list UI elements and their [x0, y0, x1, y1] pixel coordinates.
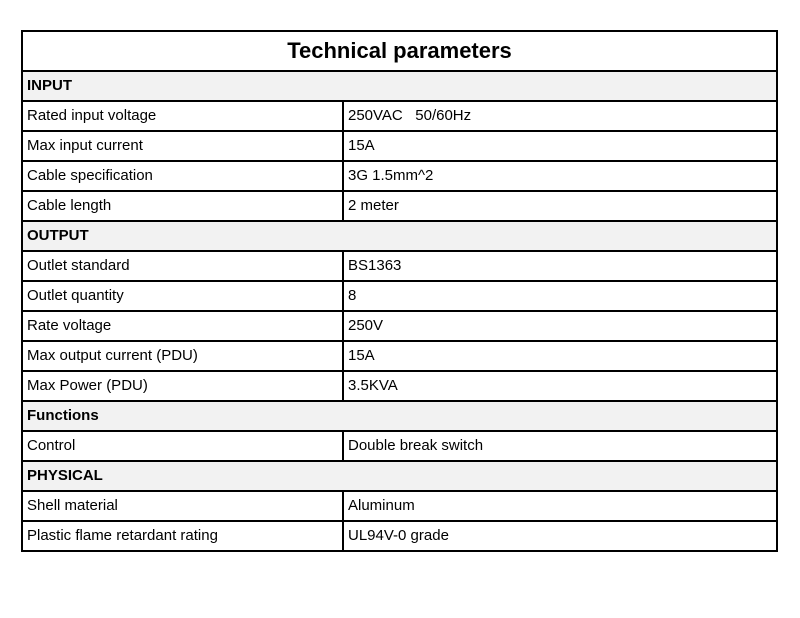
- param-label: Rate voltage: [22, 311, 343, 341]
- param-label: Plastic flame retardant rating: [22, 521, 343, 551]
- table-row: [22, 311, 777, 341]
- section-header-output: [22, 221, 777, 251]
- table-row: [22, 491, 777, 521]
- section-title: INPUT: [22, 71, 777, 101]
- param-label: Max output current (PDU): [22, 341, 343, 371]
- table-row: [22, 251, 777, 281]
- param-value: 3.5KVA: [343, 371, 777, 401]
- table-row: [22, 101, 777, 131]
- param-value: 8: [343, 281, 777, 311]
- param-value: BS1363: [343, 251, 777, 281]
- param-value: 250VAC 50/60Hz: [343, 101, 777, 131]
- param-value: 15A: [343, 341, 777, 371]
- param-label: Rated input voltage: [22, 101, 343, 131]
- param-label: Max input current: [22, 131, 343, 161]
- section-title: OUTPUT: [22, 221, 777, 251]
- table-row: [22, 341, 777, 371]
- table-title: Technical parameters: [22, 31, 777, 71]
- param-value: 3G 1.5mm^2: [343, 161, 777, 191]
- table-row: [22, 281, 777, 311]
- section-title: PHYSICAL: [22, 461, 777, 491]
- param-label: Control: [22, 431, 343, 461]
- param-value: UL94V-0 grade: [343, 521, 777, 551]
- table-row: [22, 521, 777, 551]
- param-value: 250V: [343, 311, 777, 341]
- param-value: Double break switch: [343, 431, 777, 461]
- section-header-functions: [22, 401, 777, 431]
- section-header-physical: [22, 461, 777, 491]
- param-label: Outlet quantity: [22, 281, 343, 311]
- param-label: Cable length: [22, 191, 343, 221]
- table-row: [22, 161, 777, 191]
- param-label: Shell material: [22, 491, 343, 521]
- table-row: [22, 191, 777, 221]
- param-label: Max Power (PDU): [22, 371, 343, 401]
- section-title: Functions: [22, 401, 777, 431]
- section-header-input: [22, 71, 777, 101]
- table-title-row: [22, 31, 777, 71]
- table-row: [22, 371, 777, 401]
- param-label: Cable specification: [22, 161, 343, 191]
- param-value: 2 meter: [343, 191, 777, 221]
- table-row: [22, 431, 777, 461]
- param-label: Outlet standard: [22, 251, 343, 281]
- table-row: [22, 131, 777, 161]
- technical-parameters-table: [21, 30, 778, 552]
- param-value: 15A: [343, 131, 777, 161]
- param-value: Aluminum: [343, 491, 777, 521]
